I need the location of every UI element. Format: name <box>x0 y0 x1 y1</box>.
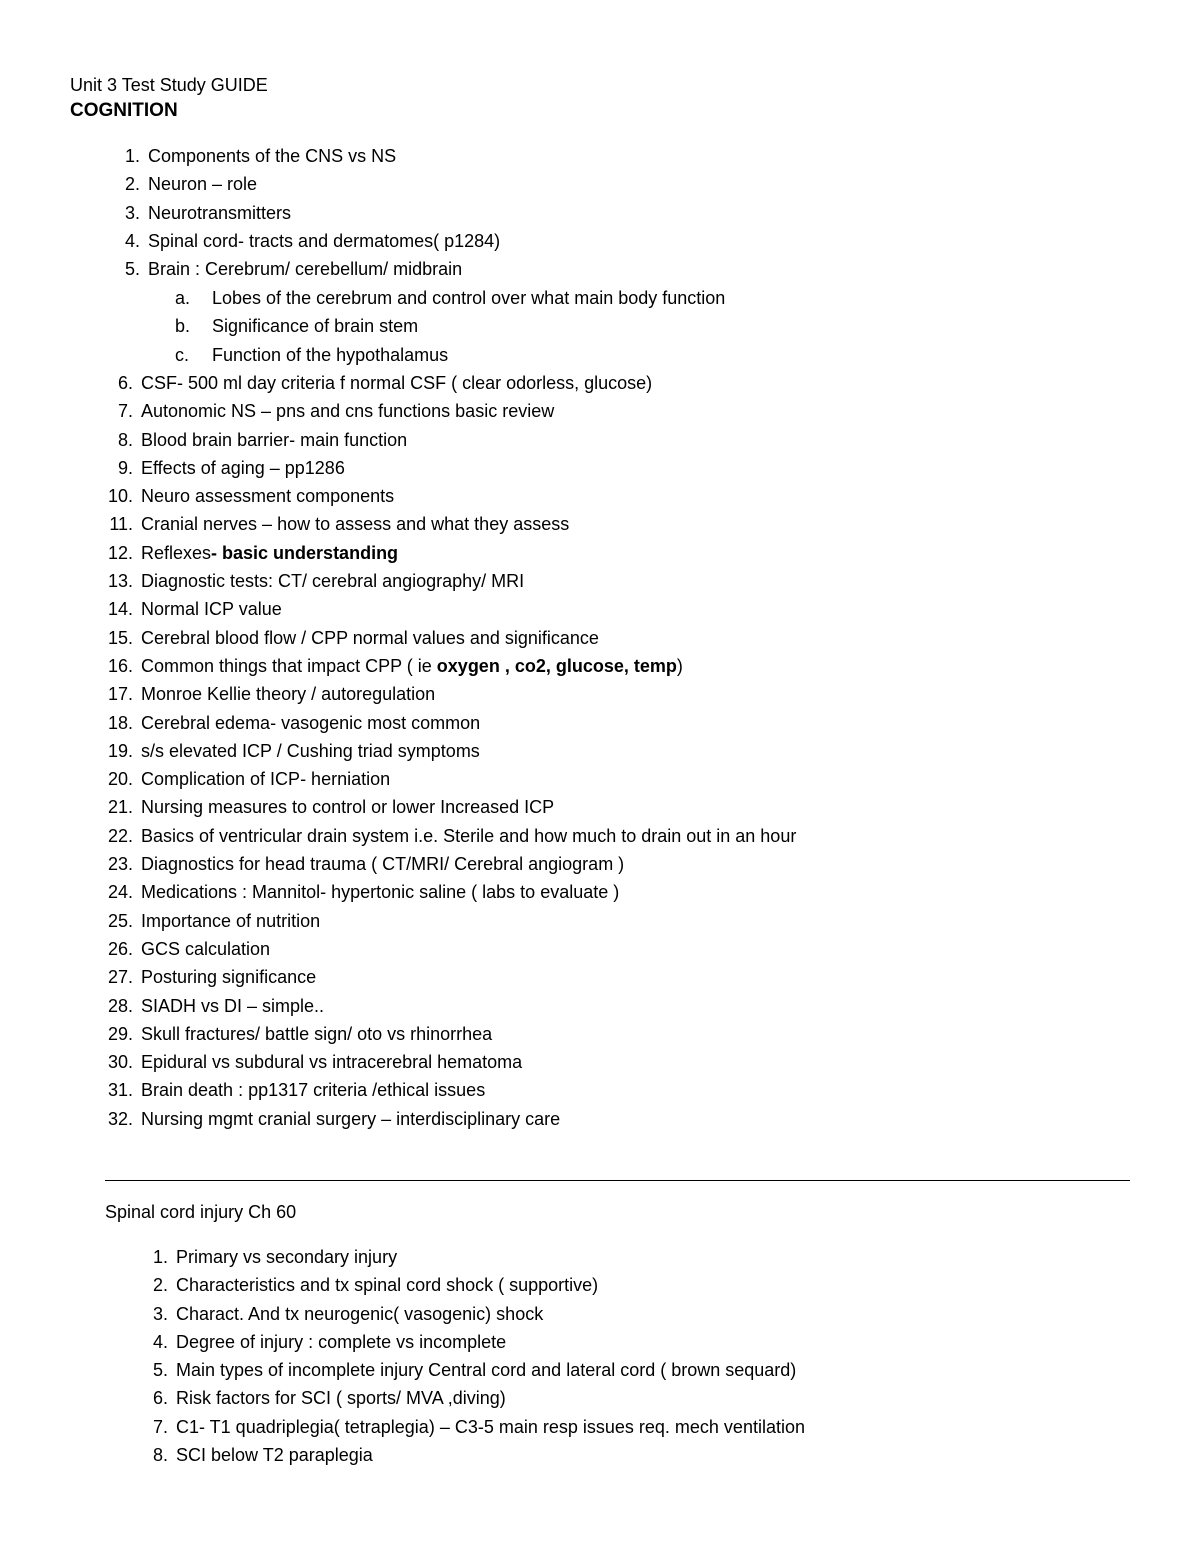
document-title: Unit 3 Test Study GUIDE <box>70 75 268 95</box>
section-heading-spinal-cord-injury: Spinal cord injury Ch 60 <box>105 1202 297 1222</box>
document-page: Unit 3 Test Study GUIDE COGNITION 1. Components of the CNS vs NS 2. Neuron – role 3. Neurotransmitters 4. Spinal cord- tracts and dermatomes( p1284) 5. Brain : Cerebrum/ cerebellum/ midbrain a. Lobes of the cerebrum and control over what main body function b. Significance of brain stem c. Function of the hypothalamus 6. CSF- 500 ml day criteria f normal CSF ( clear odorless, glucose) 7. Autonomic NS – pns and cns functions basic review 8. Blood brain barrier- main function 9. Effects of aging – pp1286 10. Neuro assessment components 11. Cranial nerves – how to assess and what they assess 12. Reflexes- basic understanding 13. Diagnostic tests: CT/ cerebral angiography/ MRI 14. Normal ICP value 15. Cerebral blood flow / CPP normal values and significance 16. Common things that impact CPP ( ie oxygen , co2, glucose, temp) 17. Monroe Kellie theory / autoregulation 18. Cerebral edema- vasogenic most common 19. s/s elevated ICP / Cushing triad symptoms 20. Complication of ICP- herniation 21. Nursing measures to control or lower Increased ICP 22. Basics of ventricular drain system i.e. Sterile and how much to drain out in an hour 23. Diagnostics for head trauma ( CT/MRI/ Cerebral angiogram ) 24. Medications : Mannitol- hypertonic saline ( labs to evaluate ) 25. Importance of nutrition 26. GCS calculation 27. Posturing significance 28. SIADH vs DI – simple.. 29. Skull fractures/ battle sign/ oto vs rhinorrhea 30. Epidural vs subdural vs intracerebral hematoma 31. Brain death : pp1317 criteria /ethical issues 32. Nursing mgmt cranial surgery – interdisciplinary care Spinal cord injury Ch 60 1. Primary vs secondary injury 2. Characteristics and tx spinal cord shock ( supportive) 3. Charact. And tx neurogenic( vasogenic) shock 4. Degree of injury : complete vs incomplete 5. Main types of incomplete injury Central cord and lateral cord ( brown sequard) 6. Risk factors for SCI ( sports/ MVA ,diving) 7. C1- T1 quadriplegia( tetraplegia) – C3-5 main resp issues req. mech ventilation 8. SCI below T2 paraplegia <box>0 0 1200 1553</box>
section-heading-cognition: COGNITION <box>70 100 178 121</box>
section-divider <box>105 1180 1130 1181</box>
